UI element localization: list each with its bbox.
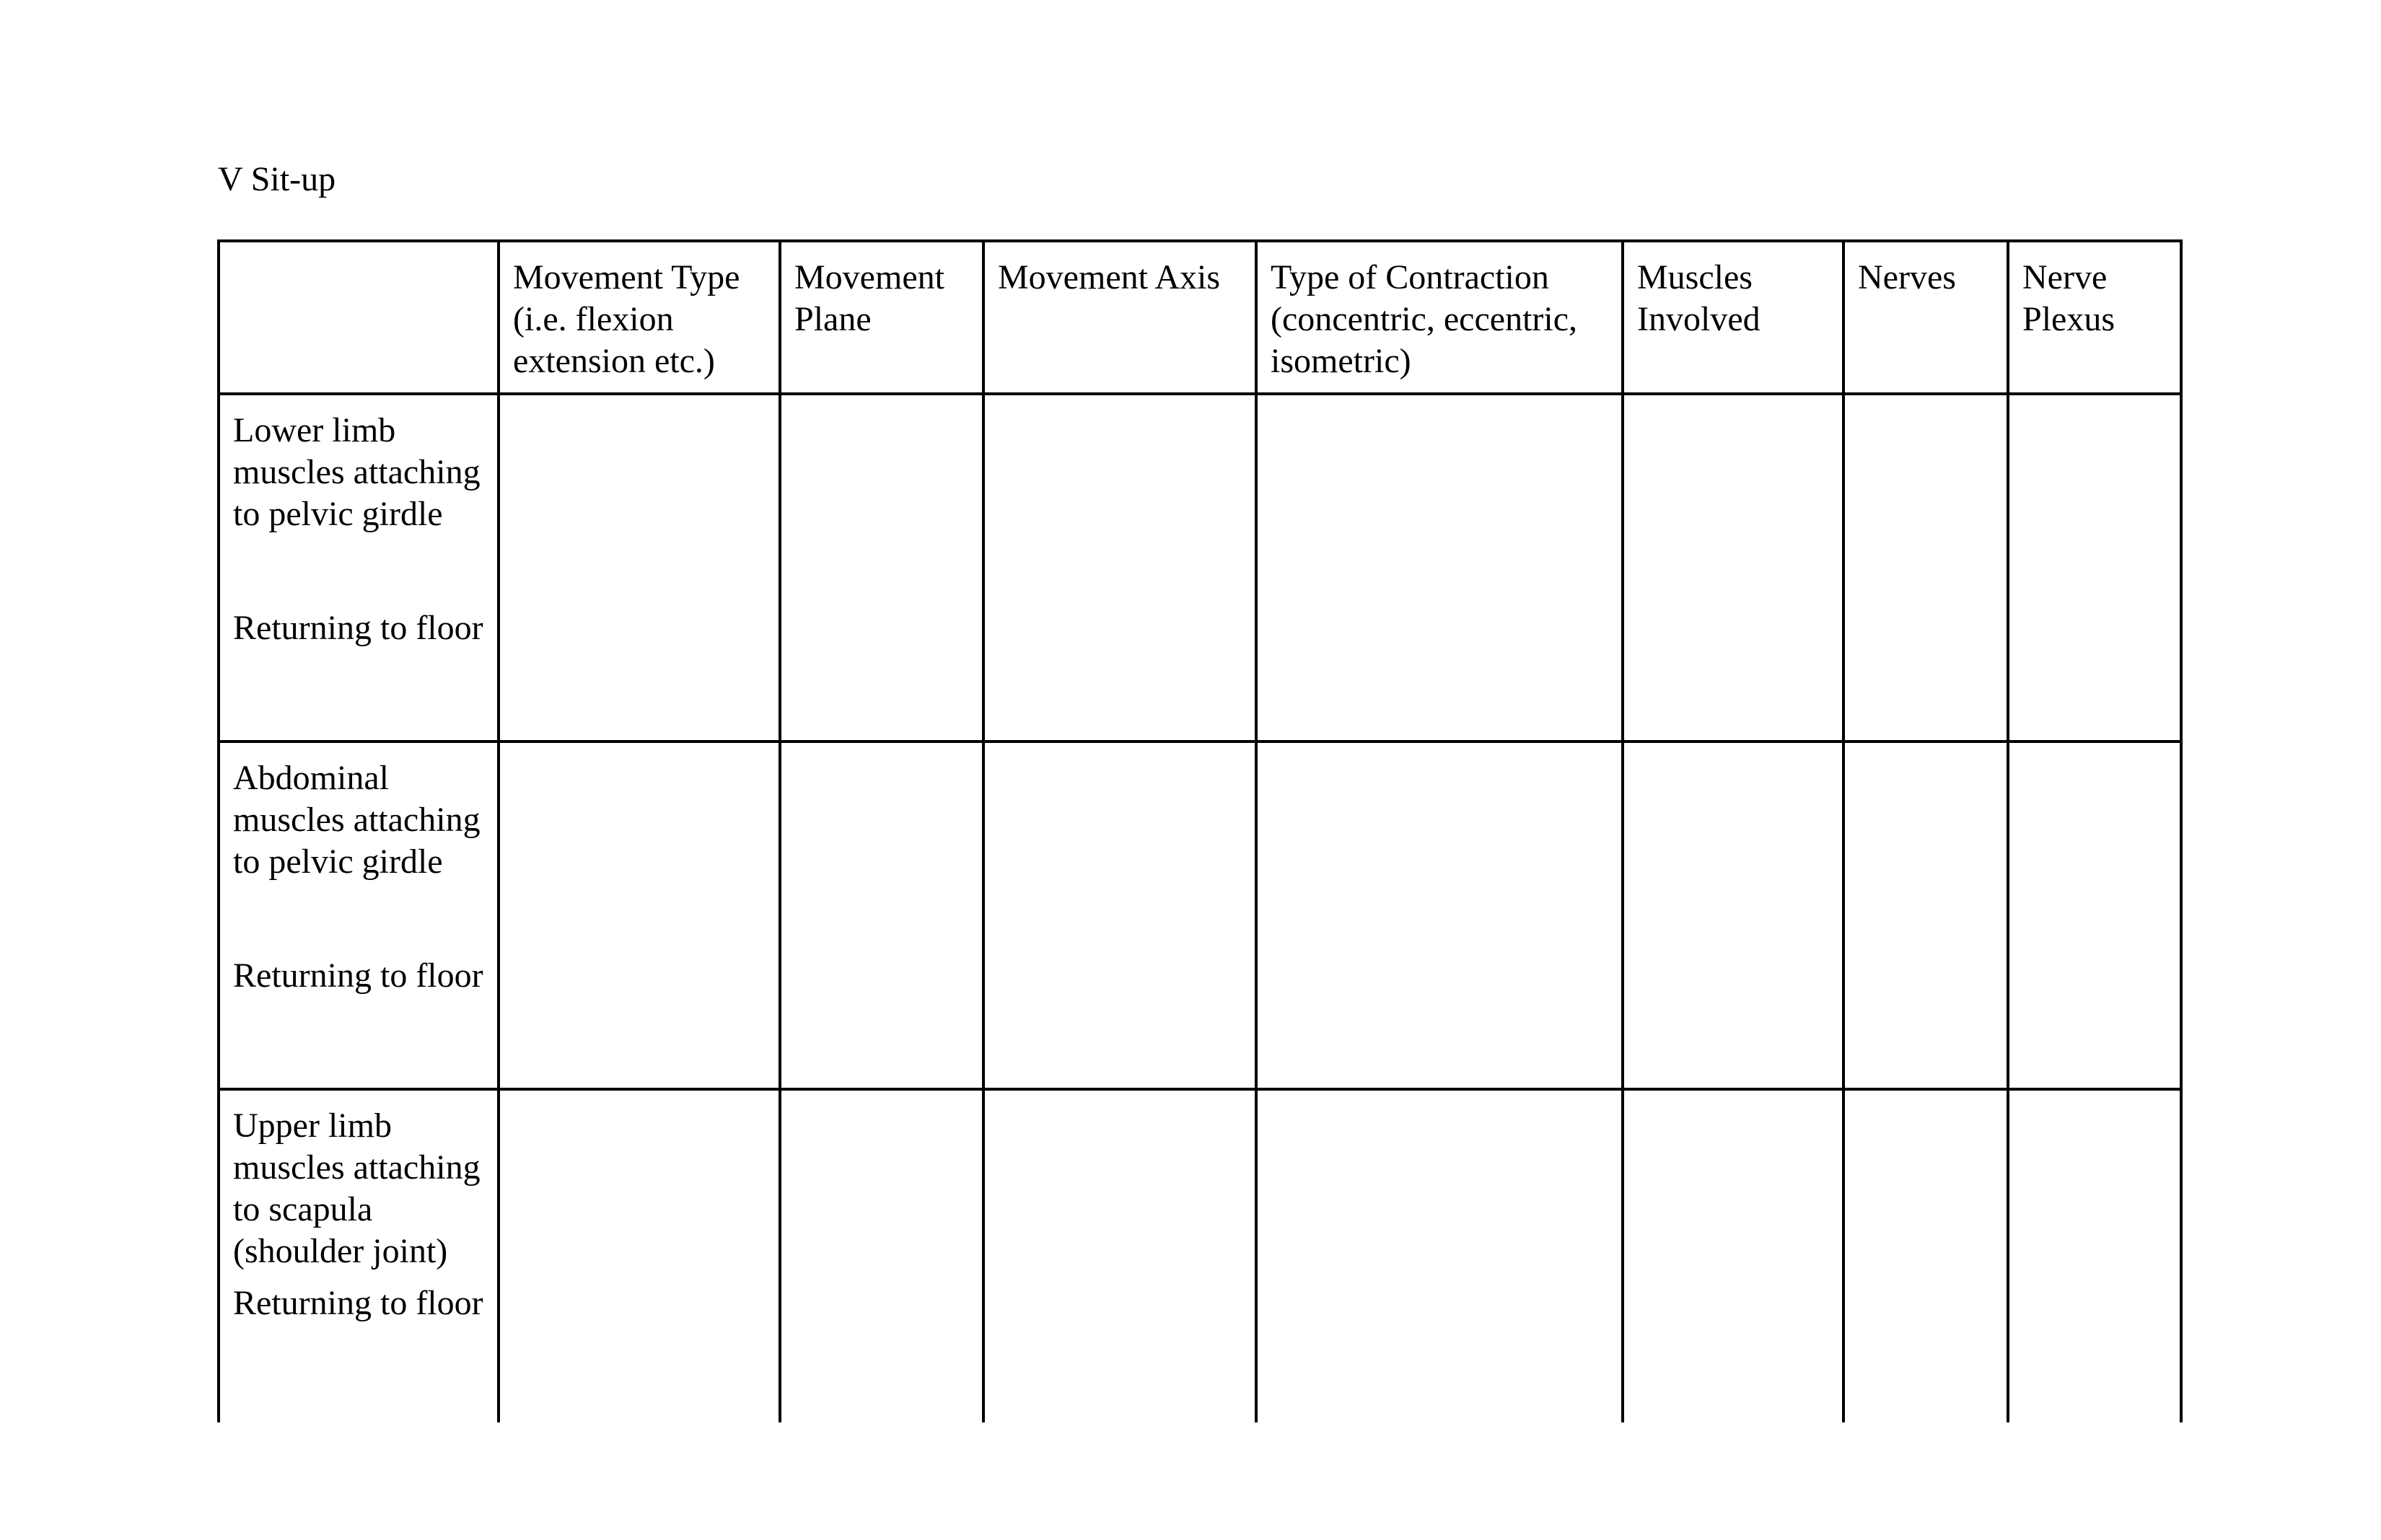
header-nerve-plexus: Nerve Plexus <box>2008 241 2181 394</box>
row-label-cell <box>219 1089 499 1422</box>
page-title: V Sit-up <box>218 160 336 198</box>
movement-analysis-table <box>217 239 2183 1422</box>
answer-cell-movement-type[interactable] <box>499 1089 780 1422</box>
answer-cell-movement-axis[interactable] <box>983 1089 1256 1422</box>
row-label: Lower limb muscles attaching to pelvic girdle <box>233 411 481 533</box>
header-movement-axis: Movement Axis <box>983 241 1256 394</box>
row-sublabel: Returning to floor <box>233 1284 483 1322</box>
answer-cell-movement-plane[interactable] <box>780 1089 983 1422</box>
answer-cell-movement-plane[interactable] <box>780 742 983 1089</box>
answer-cell-nerves[interactable] <box>1843 1089 2008 1422</box>
answer-cell-type-of-contraction[interactable] <box>1256 394 1623 742</box>
answer-cell-nerves[interactable] <box>1843 394 2008 742</box>
answer-cell-nerve-plexus[interactable] <box>2008 394 2181 742</box>
answer-cell-nerve-plexus[interactable] <box>2008 1089 2181 1422</box>
table-row <box>219 394 2181 742</box>
header-muscles-involved: Muscles Involved <box>1623 241 1843 394</box>
answer-cell-movement-type[interactable] <box>499 742 780 1089</box>
table-row <box>219 742 2181 1089</box>
row-label: Upper limb muscles attaching to scapula (shoulder joint) <box>233 1106 481 1270</box>
row-label: Abdominal muscles attaching to pelvic girdle <box>233 759 481 881</box>
header-type-of-contraction: Type of Contraction (concentric, eccentric, isometric) <box>1256 241 1623 394</box>
header-movement-plane: Movement Plane <box>780 241 983 394</box>
answer-cell-muscles-involved[interactable] <box>1623 742 1843 1089</box>
row-label-cell <box>219 742 499 1089</box>
answer-cell-type-of-contraction[interactable] <box>1256 742 1623 1089</box>
row-sublabel: Returning to floor <box>233 956 483 995</box>
answer-cell-nerve-plexus[interactable] <box>2008 742 2181 1089</box>
answer-cell-movement-axis[interactable] <box>983 394 1256 742</box>
answer-cell-type-of-contraction[interactable] <box>1256 1089 1623 1422</box>
header-row <box>219 241 2181 394</box>
answer-cell-movement-plane[interactable] <box>780 394 983 742</box>
header-movement-type: Movement Type (i.e. flexion extension etc.) <box>499 241 780 394</box>
table-row <box>219 1089 2181 1422</box>
answer-cell-nerves[interactable] <box>1843 742 2008 1089</box>
answer-cell-muscles-involved[interactable] <box>1623 394 1843 742</box>
answer-cell-movement-type[interactable] <box>499 394 780 742</box>
header-cell-blank <box>219 241 499 394</box>
row-sublabel: Returning to floor <box>233 609 483 647</box>
answer-cell-muscles-involved[interactable] <box>1623 1089 1843 1422</box>
row-label-cell <box>219 394 499 742</box>
header-nerves: Nerves <box>1843 241 2008 394</box>
answer-cell-movement-axis[interactable] <box>983 742 1256 1089</box>
